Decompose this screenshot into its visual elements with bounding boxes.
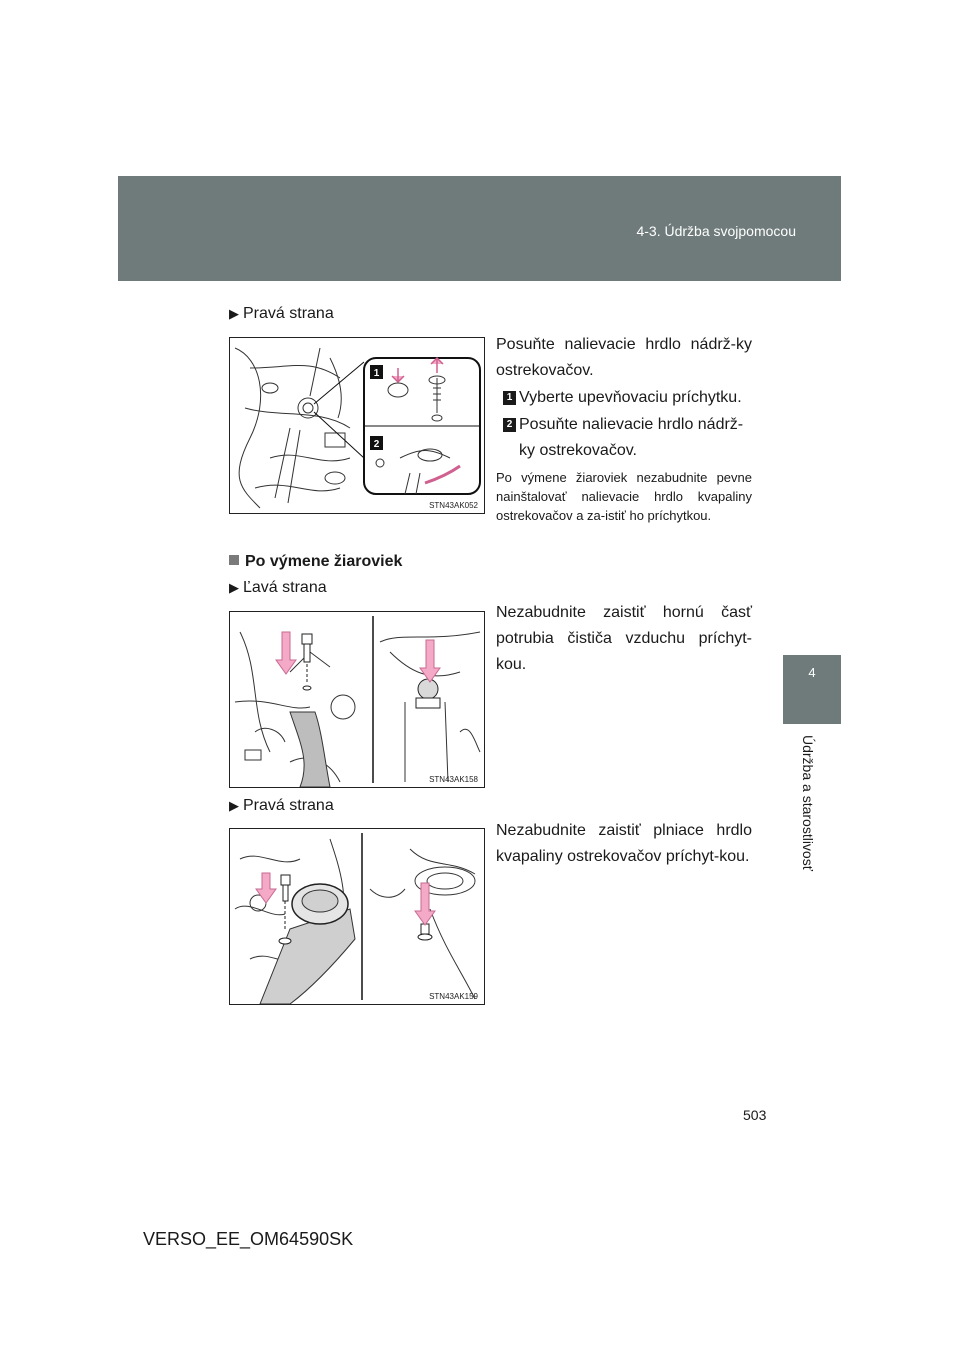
document-code: VERSO_EE_OM64590SK (143, 1229, 354, 1249)
left-side-label: ▶ Ľavá strana (229, 579, 327, 596)
square-icon (229, 555, 239, 565)
figure-right-side-washer-filler (229, 828, 485, 1005)
header-band (118, 176, 841, 281)
right-triangle-icon: ▶ (229, 580, 239, 595)
callout-2: 2 (373, 439, 380, 450)
chapter-label: Údržba a starostlivosť (800, 735, 816, 871)
right-side-description-2: Nezabudnite zaistiť plniace hrdlo kvapaliny ostrekovačov príchyt-kou. (496, 822, 752, 865)
step-2 (503, 412, 753, 464)
figure-code: STN43AK052 (429, 501, 478, 510)
callout-1: 1 (373, 368, 380, 379)
right-side-label-2: ▶ Pravá strana (229, 797, 334, 814)
right-triangle-icon: ▶ (229, 306, 239, 321)
step-number: 2 (503, 418, 516, 432)
right-side-label-1: ▶ Pravá strana (229, 305, 334, 322)
right-side-description: Posuňte nalievacie hrdlo nádrž-ky ostrekovačov. (496, 336, 752, 379)
figure-code: STN43AK159 (429, 992, 478, 1001)
page-number: 503 (743, 1107, 767, 1123)
section-title: 4-3. Údržba svojpomocou (636, 223, 796, 239)
engine-illustration (230, 829, 484, 1004)
left-side-description: Nezabudnite zaistiť hornú časť potrubia čističa vzduchu príchyt-kou. (496, 604, 752, 673)
chapter-number: 4 (808, 665, 816, 680)
figure-left-side-air-cleaner (229, 611, 485, 788)
right-triangle-icon: ▶ (229, 798, 239, 813)
step-1 (503, 385, 753, 411)
figure-right-side-washer (229, 337, 485, 514)
step-text: Posuňte nalievacie hrdlo nádrž-ky ostrekovačov. (519, 416, 744, 459)
figure-code: STN43AK158 (429, 775, 478, 784)
engine-illustration (230, 612, 484, 787)
step-number: 1 (503, 391, 516, 405)
note-text: Po výmene žiaroviek nezabudnite pevne nainštalovať nalievacie hrdlo kvapaliny ostrekovačov a za-istiť ho príchytkou. (496, 470, 752, 523)
engine-illustration (230, 338, 484, 513)
section-heading: Po výmene žiaroviek (229, 553, 402, 571)
chapter-tab (783, 655, 841, 724)
step-text: Vyberte upevňovaciu príchytku. (519, 389, 742, 406)
